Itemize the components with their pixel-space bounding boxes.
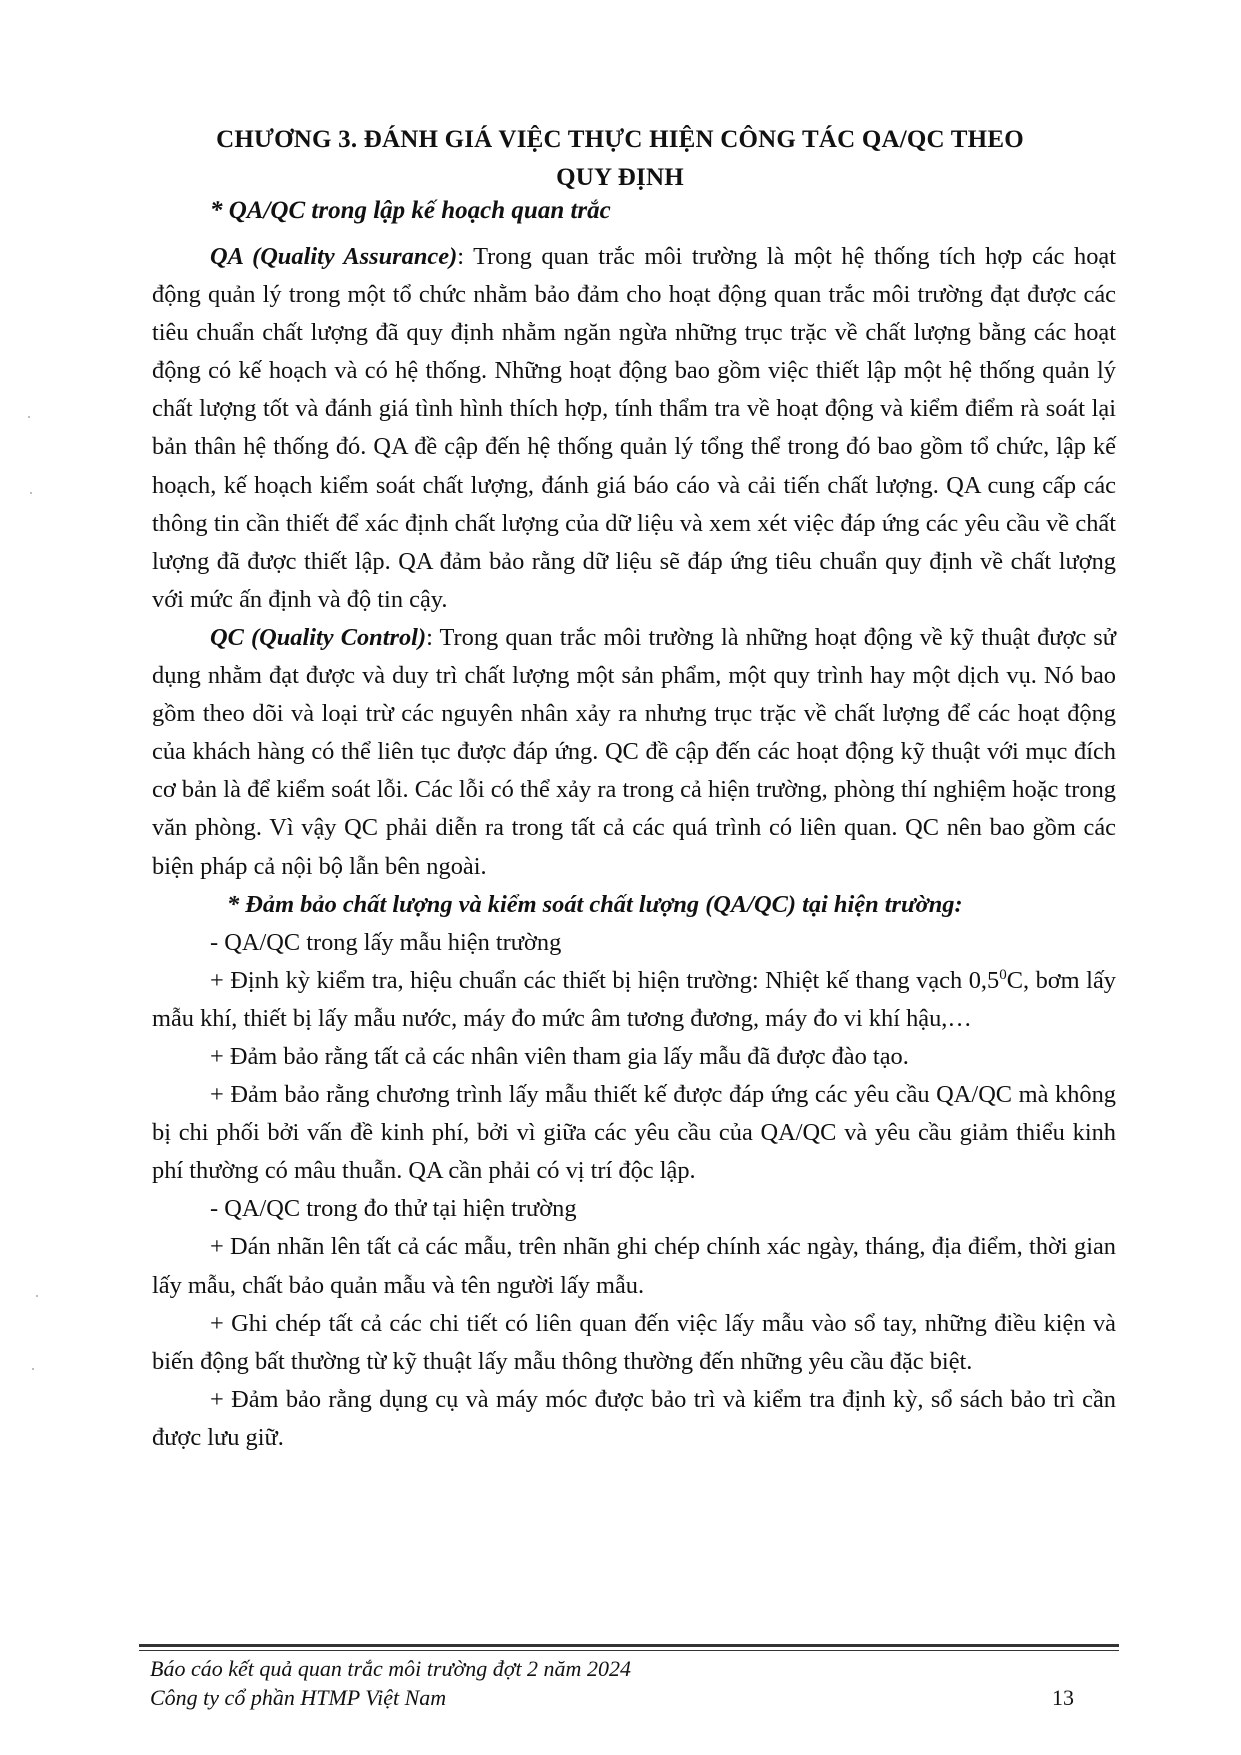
scan-speck (36, 1295, 38, 1297)
footer-company-name: Công ty cổ phần HTMP Việt Nam (150, 1685, 447, 1710)
page-number: 13 (1052, 1685, 1074, 1710)
item1-text-a: + Định kỳ kiểm tra, hiệu chuẩn các thiết bị hiện trường: Nhiệt kế thang vạch 0,5 (210, 966, 1000, 994)
field-testing-heading: - QA/QC trong đo thử tại hiện trường (210, 1195, 577, 1223)
field-sampling-item2: + Đảm bảo rằng tất cả các nhân viên tham gia lấy mẫu đã được đào tạo. (210, 1042, 909, 1070)
scan-speck (28, 416, 30, 418)
field-testing-item3: + Đảm bảo rằng dụng cụ và máy móc được bảo trì và kiểm tra định kỳ, sổ sách bảo trì cần được lưu giữ. (152, 1385, 1116, 1451)
qc-paragraph (152, 619, 1116, 886)
chapter-title-line1: CHƯƠNG 3. ĐÁNH GIÁ VIỆC THỰC HIỆN CÔNG TÁC QA/QC THEO (216, 126, 1024, 153)
qc-text: : Trong quan trắc môi trường là những hoạt động về kỹ thuật được sử dụng nhằm đạt được và duy trì chất lượng một sản phẩm, một quy trình hay một dịch vụ. Nó bao gồm theo dõi và loại trừ các nguyên nhân xảy ra nhưng trục trặc về chất lượng để các hoạt động của khách hàng có thể liên tục được đáp ứng. QC đề cập đến các hoạt động kỹ thuật với mục đích cơ bản là để kiểm soát lỗi. Các lỗi có thể xảy ra trong cả hiện trường, phòng thí nghiệm hoặc trong văn phòng. Vì vậy QC phải diễn ra trong tất cả các quá trình có liên quan. QC nên bao gồm các biện pháp cả nội bộ lẫn bên ngoài. (152, 623, 1116, 880)
footer-report-title: Báo cáo kết quả quan trắc môi trường đợt 2 năm 2024 (150, 1656, 631, 1681)
scan-speck (30, 492, 32, 494)
qa-text: : Trong quan trắc môi trường là một hệ thống tích hợp các hoạt động quản lý trong một tổ chức nhằm bảo đảm cho hoạt động quan trắc môi trường đạt được các tiêu chuẩn chất lượng đã quy định nhằm ngăn ngừa những trục trặc về chất lượng bằng các hoạt động có kế hoạch và có hệ thống. Những hoạt động bao gồm việc thiết lập một hệ thống quản lý chất lượng tốt và đánh giá tình hình thích hợp, tính thẩm tra về hoạt động và kiểm điểm rà soát lại bản thân hệ thống đó. QA đề cập đến hệ thống quản lý tổng thể trong đó bao gồm tổ chức, lập kế hoạch, kế hoạch kiểm soát chất lượng, đánh giá báo cáo và cải tiến chất lượng. QA cung cấp các thông tin cần thiết để xác định chất lượng của dữ liệu và xem xét việc đáp ứng các yêu cầu về chất lượng đã được thiết lập. QA đảm bảo rằng dữ liệu sẽ đáp ứng tiêu chuẩn quy định về chất lượng với mức ấn định và độ tin cậy. (152, 243, 1117, 613)
field-testing-item1: + Dán nhãn lên tất cả các mẫu, trên nhãn ghi chép chính xác ngày, tháng, địa điểm, thời gian lấy mẫu, chất bảo quản mẫu và tên người lấy mẫu. (152, 1233, 1116, 1299)
item1-superscript: 0 (999, 966, 1007, 983)
body-text (152, 238, 1116, 1457)
section-heading-field-qaqc: * Đảm bảo chất lượng và kiểm soát chất lượng (QA/QC) tại hiện trường: (227, 890, 963, 918)
section-heading-planning: * QA/QC trong lập kế hoạch quan trắc (210, 197, 611, 224)
item1-text-b: C, bơm lấy mẫu khí, thiết bị lấy mẫu nước, máy đo mức âm tương đương, máy đo vi khí hậu,… (152, 966, 1116, 1032)
footer-divider-thick (139, 1644, 1119, 1647)
qc-term: QC (Quality Control) (210, 623, 427, 651)
qa-paragraph (152, 238, 1116, 619)
qa-term: QA (Quality Assurance) (210, 243, 458, 270)
field-testing-item2: + Ghi chép tất cả các chi tiết có liên quan đến việc lấy mẫu vào sổ tay, những điều kiện và biến động bất thường từ kỹ thuật lấy mẫu thông thường đến những yêu cầu đặc biệt. (152, 1309, 1116, 1375)
footer-divider-thin (139, 1650, 1119, 1651)
scan-speck (32, 1368, 34, 1370)
chapter-title-line2: QUY ĐỊNH (556, 164, 684, 191)
field-sampling-item3: + Đảm bảo rằng chương trình lấy mẫu thiết kế được đáp ứng các yêu cầu QA/QC mà không bị chi phối bởi vấn đề kinh phí, bởi vì giữa các yêu cầu của QA/QC và yêu cầu giảm thiểu kinh phí thường có mâu thuẫn. QA cần phải có vị trí độc lập. (152, 1081, 1116, 1185)
field-sampling-heading: - QA/QC trong lấy mẫu hiện trường (210, 928, 562, 956)
field-sampling-item1 (152, 962, 1116, 1038)
